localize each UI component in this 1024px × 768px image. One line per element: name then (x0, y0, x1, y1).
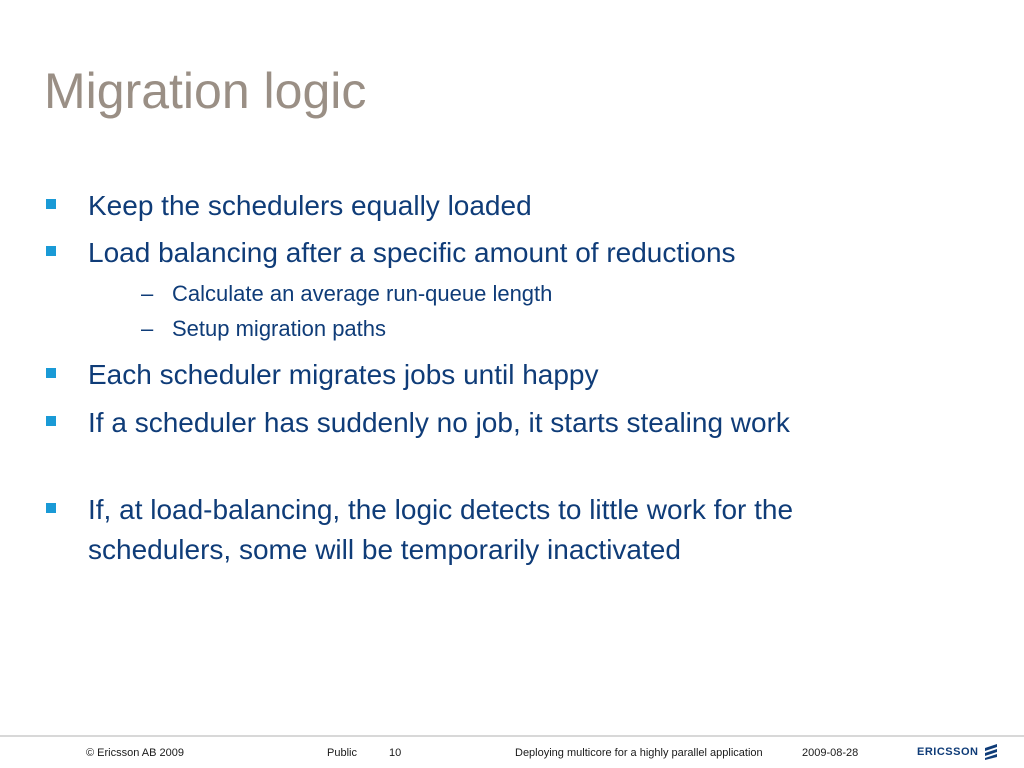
footer-presentation-title: Deploying multicore for a highly parallel application (515, 747, 763, 759)
bullet-text: Keep the schedulers equally loaded (88, 190, 532, 221)
sub-bullet-dash: – (141, 316, 154, 341)
footer-date: 2009-08-28 (802, 747, 859, 759)
logo-wordmark: ERICSSON (917, 746, 979, 758)
sub-bullet-item (141, 315, 387, 343)
sub-bullet-item (141, 280, 553, 308)
bullet-square-icon (46, 416, 56, 426)
bullet-item (88, 355, 908, 395)
bullet-item (88, 490, 908, 570)
sub-bullet-text: Calculate an average run-queue length (172, 281, 553, 306)
footer-copyright: © Ericsson AB 2009 (86, 747, 184, 759)
bullet-item (88, 186, 908, 226)
bullet-text: If a scheduler has suddenly no job, it starts stealing work (88, 407, 790, 438)
bullet-text: Each scheduler migrates jobs until happy (88, 359, 599, 390)
footer-divider (0, 735, 1024, 737)
bullet-square-icon (46, 246, 56, 256)
bullet-square-icon (46, 368, 56, 378)
bullet-square-icon (46, 503, 56, 513)
footer-classification: Public (327, 747, 357, 759)
ericsson-logo (917, 742, 998, 762)
sub-bullet-text: Setup migration paths (172, 316, 387, 341)
bullet-item (88, 233, 908, 273)
slide-title: Migration logic (44, 63, 367, 119)
bullet-square-icon (46, 199, 56, 209)
ericsson-mark-icon (984, 744, 998, 760)
bullet-text: Load balancing after a specific amount of reductions (88, 237, 736, 268)
sub-bullet-dash: – (141, 281, 154, 306)
bullet-text: If, at load-balancing, the logic detects to little work for the schedulers, some will be temporarily inactivated (88, 494, 794, 565)
bullet-item (88, 403, 908, 443)
footer-page-number: 10 (389, 747, 402, 759)
